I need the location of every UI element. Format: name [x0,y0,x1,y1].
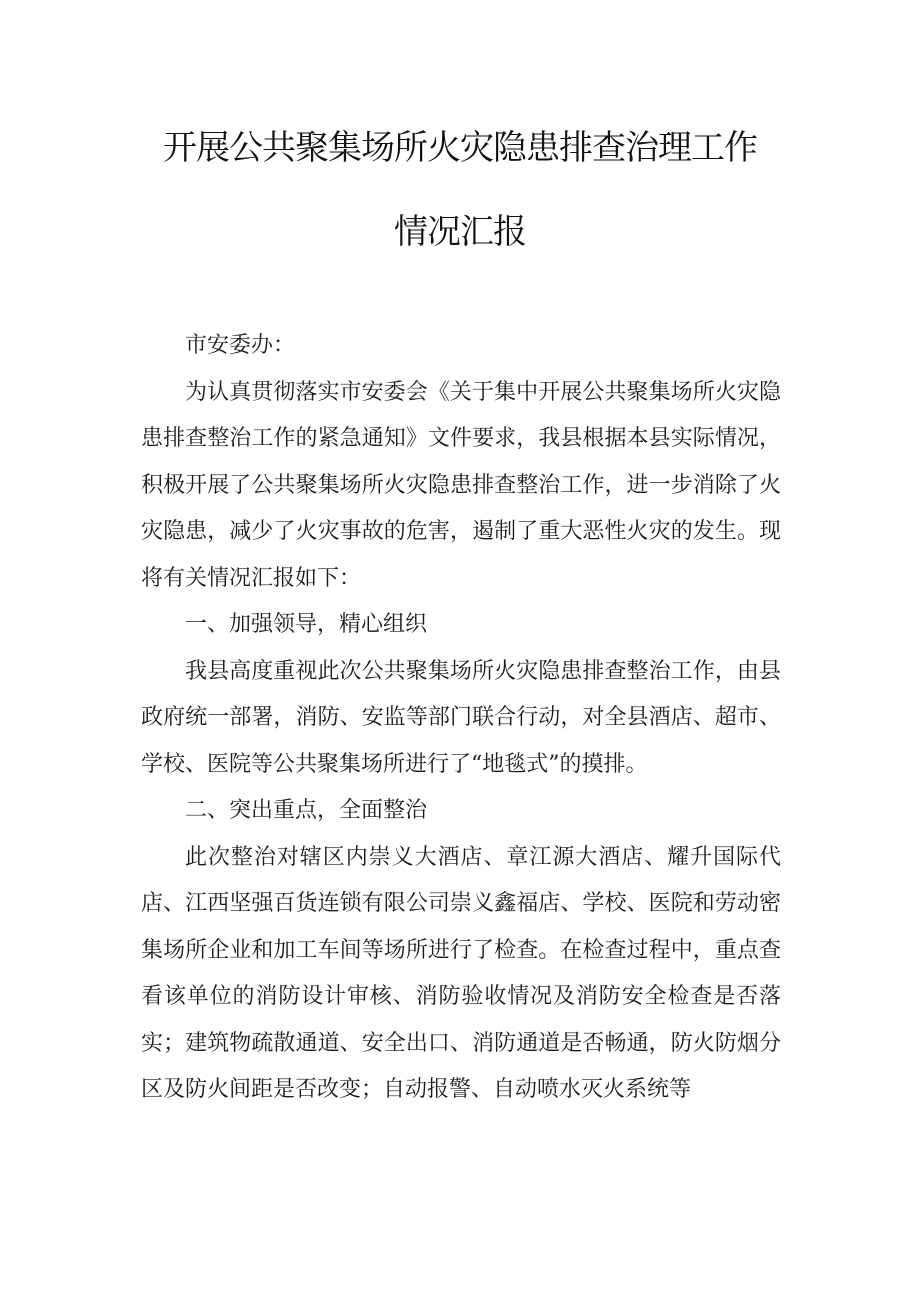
section-heading-2: 二、突出重点，全面整治 [185,798,428,823]
section-heading-1: 一、加强领导，精心组织 [185,612,428,637]
document-title-line-1: 开展公共聚集场所火灾隐患排查治理工作 [163,128,757,168]
document-title-line-2: 情况汇报 [394,212,526,252]
paragraph-intro: 为认真贯彻落实市安委会《关于集中开展公共聚集场所火灾隐患排查整治工作的紧急通知》文件要求，我县根据本县实际情况，积极开展了公共聚集场所火灾隐患排查整治工作，进一步消除了火灾隐患，减少了火灾事故的危害，遏制了重大恶性火灾的发生。现将有关情况汇报如下： [141,379,781,591]
paragraph-section-1: 我县高度重视此次公共聚集场所火灾隐患排查整治工作，由县政府统一部署，消防、安监等部门联合行动，对全县酒店、超市、学校、医院等公共聚集场所进行了“地毯式”的摸排。 [141,658,781,777]
salutation: 市安委办： [185,333,296,358]
paragraph-section-2: 此次整治对辖区内崇义大酒店、章江源大酒店、耀升国际代店、江西坚强百货连锁有限公司崇义鑫福店、学校、医院和劳动密集场所企业和加工车间等场所进行了检查。在检查过程中，重点查看该单位的消防设计审核、消防验收情况及消防安全检查是否落实；建筑物疏散通道、安全出口、消防通道是否畅通，防火防烟分区及防火间距是否改变；自动报警、自动喷水灭火系统等 [141,844,781,1102]
document-body [141,323,781,1114]
